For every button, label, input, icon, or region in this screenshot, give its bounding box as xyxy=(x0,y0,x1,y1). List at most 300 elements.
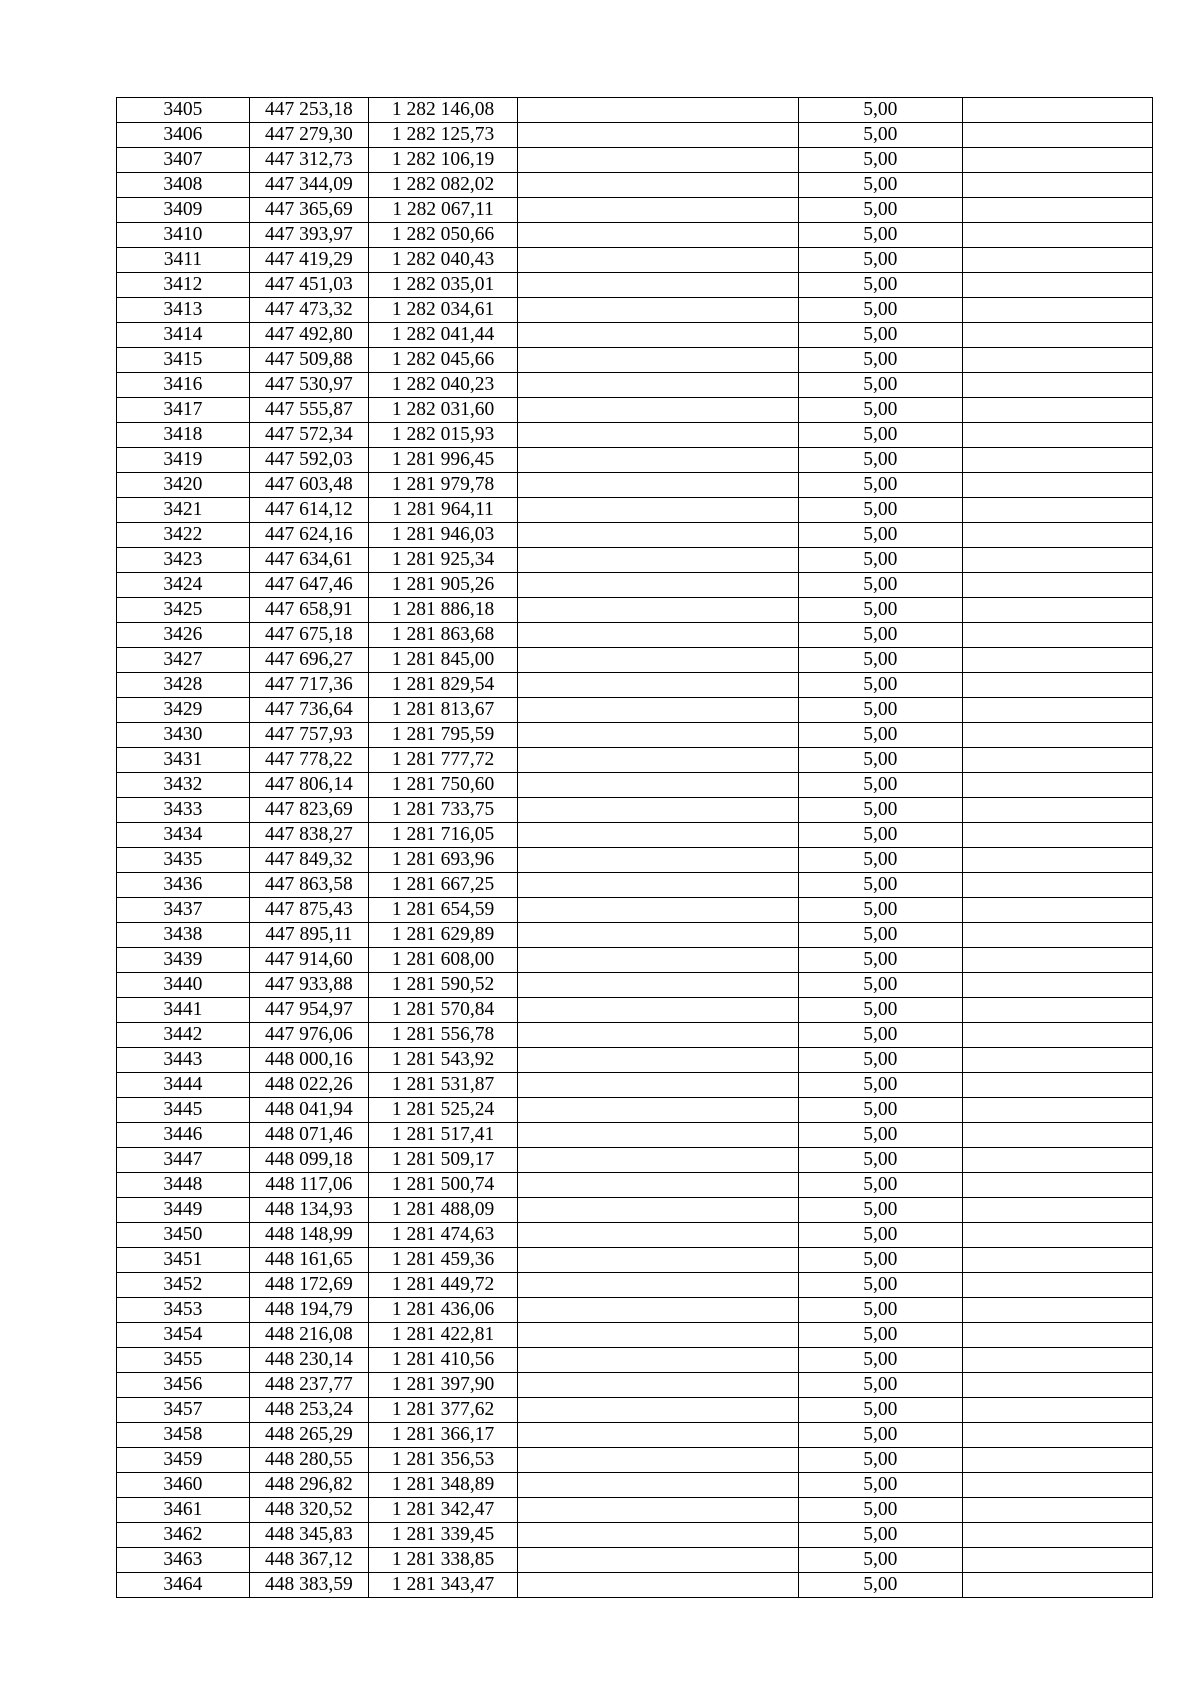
y-coordinate-cell: 1 281 459,36 xyxy=(369,1248,518,1273)
y-coordinate-cell: 1 281 488,09 xyxy=(369,1198,518,1223)
point-number-cell: 3415 xyxy=(117,348,250,373)
point-number-cell: 3423 xyxy=(117,548,250,573)
extra-cell xyxy=(962,673,1152,698)
table-row xyxy=(117,248,1153,273)
point-number-cell: 3411 xyxy=(117,248,250,273)
point-number-cell: 3441 xyxy=(117,998,250,1023)
table-row xyxy=(117,1573,1153,1598)
point-number-cell: 3438 xyxy=(117,923,250,948)
point-number-cell: 3460 xyxy=(117,1473,250,1498)
value-cell: 5,00 xyxy=(799,673,963,698)
x-coordinate-cell: 448 194,79 xyxy=(249,1298,368,1323)
value-cell: 5,00 xyxy=(799,848,963,873)
table-row xyxy=(117,923,1153,948)
point-number-cell: 3463 xyxy=(117,1548,250,1573)
point-number-cell: 3443 xyxy=(117,1048,250,1073)
value-cell: 5,00 xyxy=(799,1048,963,1073)
y-coordinate-cell: 1 281 339,45 xyxy=(369,1523,518,1548)
value-cell: 5,00 xyxy=(799,1448,963,1473)
extra-cell xyxy=(962,998,1152,1023)
note-cell xyxy=(518,98,799,123)
extra-cell xyxy=(962,423,1152,448)
point-number-cell: 3418 xyxy=(117,423,250,448)
x-coordinate-cell: 447 592,03 xyxy=(249,448,368,473)
x-coordinate-cell: 447 451,03 xyxy=(249,273,368,298)
value-cell: 5,00 xyxy=(799,798,963,823)
extra-cell xyxy=(962,873,1152,898)
y-coordinate-cell: 1 281 667,25 xyxy=(369,873,518,898)
y-coordinate-cell: 1 281 925,34 xyxy=(369,548,518,573)
note-cell xyxy=(518,1148,799,1173)
table-row xyxy=(117,1173,1153,1198)
x-coordinate-cell: 447 736,64 xyxy=(249,698,368,723)
note-cell xyxy=(518,1573,799,1598)
x-coordinate-cell: 447 279,30 xyxy=(249,123,368,148)
value-cell: 5,00 xyxy=(799,123,963,148)
table-row xyxy=(117,998,1153,1023)
table-row xyxy=(117,123,1153,148)
point-number-cell: 3452 xyxy=(117,1273,250,1298)
point-number-cell: 3424 xyxy=(117,573,250,598)
y-coordinate-cell: 1 281 556,78 xyxy=(369,1023,518,1048)
note-cell xyxy=(518,173,799,198)
table-row xyxy=(117,473,1153,498)
note-cell xyxy=(518,273,799,298)
table-row xyxy=(117,198,1153,223)
y-coordinate-cell: 1 281 590,52 xyxy=(369,973,518,998)
x-coordinate-cell: 448 000,16 xyxy=(249,1048,368,1073)
point-number-cell: 3432 xyxy=(117,773,250,798)
value-cell: 5,00 xyxy=(799,898,963,923)
note-cell xyxy=(518,898,799,923)
note-cell xyxy=(518,473,799,498)
extra-cell xyxy=(962,1323,1152,1348)
value-cell: 5,00 xyxy=(799,973,963,998)
extra-cell xyxy=(962,1373,1152,1398)
extra-cell xyxy=(962,598,1152,623)
table-row xyxy=(117,1323,1153,1348)
point-number-cell: 3436 xyxy=(117,873,250,898)
table-row xyxy=(117,573,1153,598)
x-coordinate-cell: 448 099,18 xyxy=(249,1148,368,1173)
point-number-cell: 3439 xyxy=(117,948,250,973)
extra-cell xyxy=(962,548,1152,573)
y-coordinate-cell: 1 282 045,66 xyxy=(369,348,518,373)
extra-cell xyxy=(962,1473,1152,1498)
x-coordinate-cell: 448 172,69 xyxy=(249,1273,368,1298)
point-number-cell: 3444 xyxy=(117,1073,250,1098)
y-coordinate-cell: 1 281 863,68 xyxy=(369,623,518,648)
x-coordinate-cell: 447 849,32 xyxy=(249,848,368,873)
note-cell xyxy=(518,973,799,998)
x-coordinate-cell: 447 778,22 xyxy=(249,748,368,773)
note-cell xyxy=(518,1348,799,1373)
table-row xyxy=(117,1198,1153,1223)
value-cell: 5,00 xyxy=(799,1148,963,1173)
table-row xyxy=(117,1223,1153,1248)
value-cell: 5,00 xyxy=(799,498,963,523)
note-cell xyxy=(518,648,799,673)
x-coordinate-cell: 448 296,82 xyxy=(249,1473,368,1498)
extra-cell xyxy=(962,698,1152,723)
point-number-cell: 3408 xyxy=(117,173,250,198)
note-cell xyxy=(518,448,799,473)
extra-cell xyxy=(962,1023,1152,1048)
table-row xyxy=(117,848,1153,873)
value-cell: 5,00 xyxy=(799,1523,963,1548)
x-coordinate-cell: 447 863,58 xyxy=(249,873,368,898)
point-number-cell: 3447 xyxy=(117,1148,250,1173)
extra-cell xyxy=(962,1248,1152,1273)
note-cell xyxy=(518,823,799,848)
point-number-cell: 3450 xyxy=(117,1223,250,1248)
y-coordinate-cell: 1 282 034,61 xyxy=(369,298,518,323)
value-cell: 5,00 xyxy=(799,1348,963,1373)
y-coordinate-cell: 1 281 348,89 xyxy=(369,1473,518,1498)
point-number-cell: 3462 xyxy=(117,1523,250,1548)
point-number-cell: 3412 xyxy=(117,273,250,298)
extra-cell xyxy=(962,1098,1152,1123)
table-row xyxy=(117,1423,1153,1448)
point-number-cell: 3414 xyxy=(117,323,250,348)
table-row xyxy=(117,373,1153,398)
table-row xyxy=(117,1523,1153,1548)
value-cell: 5,00 xyxy=(799,1248,963,1273)
value-cell: 5,00 xyxy=(799,698,963,723)
note-cell xyxy=(518,423,799,448)
y-coordinate-cell: 1 281 845,00 xyxy=(369,648,518,673)
x-coordinate-cell: 448 041,94 xyxy=(249,1098,368,1123)
extra-cell xyxy=(962,1523,1152,1548)
extra-cell xyxy=(962,273,1152,298)
table-row xyxy=(117,1098,1153,1123)
x-coordinate-cell: 448 071,46 xyxy=(249,1123,368,1148)
note-cell xyxy=(518,1023,799,1048)
table-row xyxy=(117,423,1153,448)
table-row xyxy=(117,498,1153,523)
table-row xyxy=(117,823,1153,848)
y-coordinate-cell: 1 281 410,56 xyxy=(369,1348,518,1373)
y-coordinate-cell: 1 282 040,23 xyxy=(369,373,518,398)
note-cell xyxy=(518,123,799,148)
x-coordinate-cell: 447 757,93 xyxy=(249,723,368,748)
note-cell xyxy=(518,1473,799,1498)
point-number-cell: 3458 xyxy=(117,1423,250,1448)
x-coordinate-cell: 448 148,99 xyxy=(249,1223,368,1248)
note-cell xyxy=(518,923,799,948)
extra-cell xyxy=(962,1123,1152,1148)
point-number-cell: 3455 xyxy=(117,1348,250,1373)
extra-cell xyxy=(962,723,1152,748)
point-number-cell: 3437 xyxy=(117,898,250,923)
extra-cell xyxy=(962,98,1152,123)
note-cell xyxy=(518,1423,799,1448)
y-coordinate-cell: 1 281 946,03 xyxy=(369,523,518,548)
y-coordinate-cell: 1 281 813,67 xyxy=(369,698,518,723)
y-coordinate-cell: 1 281 654,59 xyxy=(369,898,518,923)
x-coordinate-cell: 448 161,65 xyxy=(249,1248,368,1273)
point-number-cell: 3461 xyxy=(117,1498,250,1523)
y-coordinate-cell: 1 282 031,60 xyxy=(369,398,518,423)
x-coordinate-cell: 447 312,73 xyxy=(249,148,368,173)
table-row xyxy=(117,973,1153,998)
note-cell xyxy=(518,548,799,573)
extra-cell xyxy=(962,573,1152,598)
point-number-cell: 3420 xyxy=(117,473,250,498)
point-number-cell: 3407 xyxy=(117,148,250,173)
x-coordinate-cell: 447 675,18 xyxy=(249,623,368,648)
value-cell: 5,00 xyxy=(799,1273,963,1298)
value-cell: 5,00 xyxy=(799,873,963,898)
y-coordinate-cell: 1 282 015,93 xyxy=(369,423,518,448)
y-coordinate-cell: 1 281 474,63 xyxy=(369,1223,518,1248)
extra-cell xyxy=(962,1498,1152,1523)
y-coordinate-cell: 1 281 996,45 xyxy=(369,448,518,473)
extra-cell xyxy=(962,1398,1152,1423)
point-number-cell: 3442 xyxy=(117,1023,250,1048)
value-cell: 5,00 xyxy=(799,1023,963,1048)
point-number-cell: 3459 xyxy=(117,1448,250,1473)
y-coordinate-cell: 1 281 570,84 xyxy=(369,998,518,1023)
table-row xyxy=(117,1073,1153,1098)
value-cell: 5,00 xyxy=(799,373,963,398)
table-row xyxy=(117,173,1153,198)
extra-cell xyxy=(962,848,1152,873)
note-cell xyxy=(518,198,799,223)
extra-cell xyxy=(962,823,1152,848)
value-cell: 5,00 xyxy=(799,1123,963,1148)
extra-cell xyxy=(962,298,1152,323)
value-cell: 5,00 xyxy=(799,298,963,323)
value-cell: 5,00 xyxy=(799,598,963,623)
value-cell: 5,00 xyxy=(799,98,963,123)
value-cell: 5,00 xyxy=(799,1498,963,1523)
extra-cell xyxy=(962,773,1152,798)
value-cell: 5,00 xyxy=(799,1223,963,1248)
x-coordinate-cell: 447 393,97 xyxy=(249,223,368,248)
y-coordinate-cell: 1 282 106,19 xyxy=(369,148,518,173)
note-cell xyxy=(518,323,799,348)
extra-cell xyxy=(962,248,1152,273)
x-coordinate-cell: 447 875,43 xyxy=(249,898,368,923)
table-row xyxy=(117,648,1153,673)
extra-cell xyxy=(962,1298,1152,1323)
point-number-cell: 3425 xyxy=(117,598,250,623)
note-cell xyxy=(518,1523,799,1548)
y-coordinate-cell: 1 281 500,74 xyxy=(369,1173,518,1198)
table-row xyxy=(117,1473,1153,1498)
note-cell xyxy=(518,223,799,248)
x-coordinate-cell: 448 320,52 xyxy=(249,1498,368,1523)
extra-cell xyxy=(962,1348,1152,1373)
y-coordinate-cell: 1 281 397,90 xyxy=(369,1373,518,1398)
x-coordinate-cell: 447 253,18 xyxy=(249,98,368,123)
x-coordinate-cell: 447 624,16 xyxy=(249,523,368,548)
value-cell: 5,00 xyxy=(799,998,963,1023)
table-row xyxy=(117,1248,1153,1273)
extra-cell xyxy=(962,1148,1152,1173)
table-row xyxy=(117,323,1153,348)
point-number-cell: 3433 xyxy=(117,798,250,823)
extra-cell xyxy=(962,123,1152,148)
value-cell: 5,00 xyxy=(799,348,963,373)
x-coordinate-cell: 448 022,26 xyxy=(249,1073,368,1098)
extra-cell xyxy=(962,323,1152,348)
y-coordinate-cell: 1 281 886,18 xyxy=(369,598,518,623)
point-number-cell: 3409 xyxy=(117,198,250,223)
point-number-cell: 3434 xyxy=(117,823,250,848)
note-cell xyxy=(518,1323,799,1348)
table-row xyxy=(117,723,1153,748)
point-number-cell: 3451 xyxy=(117,1248,250,1273)
x-coordinate-cell: 448 230,14 xyxy=(249,1348,368,1373)
note-cell xyxy=(518,848,799,873)
table-row xyxy=(117,223,1153,248)
extra-cell xyxy=(962,1448,1152,1473)
note-cell xyxy=(518,523,799,548)
note-cell xyxy=(518,398,799,423)
y-coordinate-cell: 1 281 343,47 xyxy=(369,1573,518,1598)
x-coordinate-cell: 447 572,34 xyxy=(249,423,368,448)
x-coordinate-cell: 447 933,88 xyxy=(249,973,368,998)
note-cell xyxy=(518,1123,799,1148)
table-row xyxy=(117,598,1153,623)
value-cell: 5,00 xyxy=(799,398,963,423)
y-coordinate-cell: 1 281 777,72 xyxy=(369,748,518,773)
x-coordinate-cell: 448 134,93 xyxy=(249,1198,368,1223)
extra-cell xyxy=(962,198,1152,223)
point-number-cell: 3427 xyxy=(117,648,250,673)
x-coordinate-cell: 447 603,48 xyxy=(249,473,368,498)
y-coordinate-cell: 1 281 979,78 xyxy=(369,473,518,498)
note-cell xyxy=(518,1448,799,1473)
point-number-cell: 3449 xyxy=(117,1198,250,1223)
value-cell: 5,00 xyxy=(799,648,963,673)
note-cell xyxy=(518,948,799,973)
table-row xyxy=(117,273,1153,298)
value-cell: 5,00 xyxy=(799,1473,963,1498)
x-coordinate-cell: 447 634,61 xyxy=(249,548,368,573)
x-coordinate-cell: 447 914,60 xyxy=(249,948,368,973)
table-row xyxy=(117,1048,1153,1073)
value-cell: 5,00 xyxy=(799,1073,963,1098)
x-coordinate-cell: 447 344,09 xyxy=(249,173,368,198)
y-coordinate-cell: 1 281 629,89 xyxy=(369,923,518,948)
extra-cell xyxy=(962,748,1152,773)
extra-cell xyxy=(962,1273,1152,1298)
table-row xyxy=(117,1348,1153,1373)
y-coordinate-cell: 1 281 964,11 xyxy=(369,498,518,523)
x-coordinate-cell: 447 717,36 xyxy=(249,673,368,698)
extra-cell xyxy=(962,148,1152,173)
x-coordinate-cell: 448 117,06 xyxy=(249,1173,368,1198)
x-coordinate-cell: 447 895,11 xyxy=(249,923,368,948)
x-coordinate-cell: 448 345,83 xyxy=(249,1523,368,1548)
note-cell xyxy=(518,1198,799,1223)
extra-cell xyxy=(962,1173,1152,1198)
extra-cell xyxy=(962,473,1152,498)
extra-cell xyxy=(962,1423,1152,1448)
y-coordinate-cell: 1 281 829,54 xyxy=(369,673,518,698)
note-cell xyxy=(518,623,799,648)
y-coordinate-cell: 1 282 067,11 xyxy=(369,198,518,223)
table-row xyxy=(117,673,1153,698)
note-cell xyxy=(518,1173,799,1198)
y-coordinate-cell: 1 281 693,96 xyxy=(369,848,518,873)
note-cell xyxy=(518,748,799,773)
table-row xyxy=(117,1398,1153,1423)
note-cell xyxy=(518,1048,799,1073)
extra-cell xyxy=(962,1573,1152,1598)
table-row xyxy=(117,1298,1153,1323)
table-row xyxy=(117,898,1153,923)
extra-cell xyxy=(962,448,1152,473)
value-cell: 5,00 xyxy=(799,1198,963,1223)
y-coordinate-cell: 1 281 356,53 xyxy=(369,1448,518,1473)
extra-cell xyxy=(962,373,1152,398)
table-row xyxy=(117,523,1153,548)
extra-cell xyxy=(962,523,1152,548)
y-coordinate-cell: 1 281 525,24 xyxy=(369,1098,518,1123)
y-coordinate-cell: 1 282 050,66 xyxy=(369,223,518,248)
y-coordinate-cell: 1 281 436,06 xyxy=(369,1298,518,1323)
value-cell: 5,00 xyxy=(799,723,963,748)
y-coordinate-cell: 1 282 082,02 xyxy=(369,173,518,198)
table-row xyxy=(117,623,1153,648)
table-row xyxy=(117,748,1153,773)
value-cell: 5,00 xyxy=(799,1173,963,1198)
extra-cell xyxy=(962,648,1152,673)
extra-cell xyxy=(962,1198,1152,1223)
x-coordinate-cell: 447 954,97 xyxy=(249,998,368,1023)
note-cell xyxy=(518,573,799,598)
note-cell xyxy=(518,1548,799,1573)
note-cell xyxy=(518,723,799,748)
x-coordinate-cell: 448 237,77 xyxy=(249,1373,368,1398)
y-coordinate-cell: 1 282 146,08 xyxy=(369,98,518,123)
value-cell: 5,00 xyxy=(799,1398,963,1423)
value-cell: 5,00 xyxy=(799,148,963,173)
point-number-cell: 3446 xyxy=(117,1123,250,1148)
point-number-cell: 3429 xyxy=(117,698,250,723)
value-cell: 5,00 xyxy=(799,948,963,973)
x-coordinate-cell: 447 806,14 xyxy=(249,773,368,798)
note-cell xyxy=(518,1373,799,1398)
table-row xyxy=(117,1373,1153,1398)
value-cell: 5,00 xyxy=(799,923,963,948)
extra-cell xyxy=(962,398,1152,423)
point-number-cell: 3421 xyxy=(117,498,250,523)
note-cell xyxy=(518,248,799,273)
point-number-cell: 3410 xyxy=(117,223,250,248)
extra-cell xyxy=(962,1548,1152,1573)
extra-cell xyxy=(962,798,1152,823)
point-number-cell: 3448 xyxy=(117,1173,250,1198)
extra-cell xyxy=(962,1048,1152,1073)
table-row xyxy=(117,873,1153,898)
extra-cell xyxy=(962,348,1152,373)
point-number-cell: 3428 xyxy=(117,673,250,698)
extra-cell xyxy=(962,1073,1152,1098)
y-coordinate-cell: 1 281 366,17 xyxy=(369,1423,518,1448)
note-cell xyxy=(518,1098,799,1123)
point-number-cell: 3456 xyxy=(117,1373,250,1398)
value-cell: 5,00 xyxy=(799,423,963,448)
value-cell: 5,00 xyxy=(799,273,963,298)
note-cell xyxy=(518,348,799,373)
note-cell xyxy=(518,373,799,398)
point-number-cell: 3435 xyxy=(117,848,250,873)
